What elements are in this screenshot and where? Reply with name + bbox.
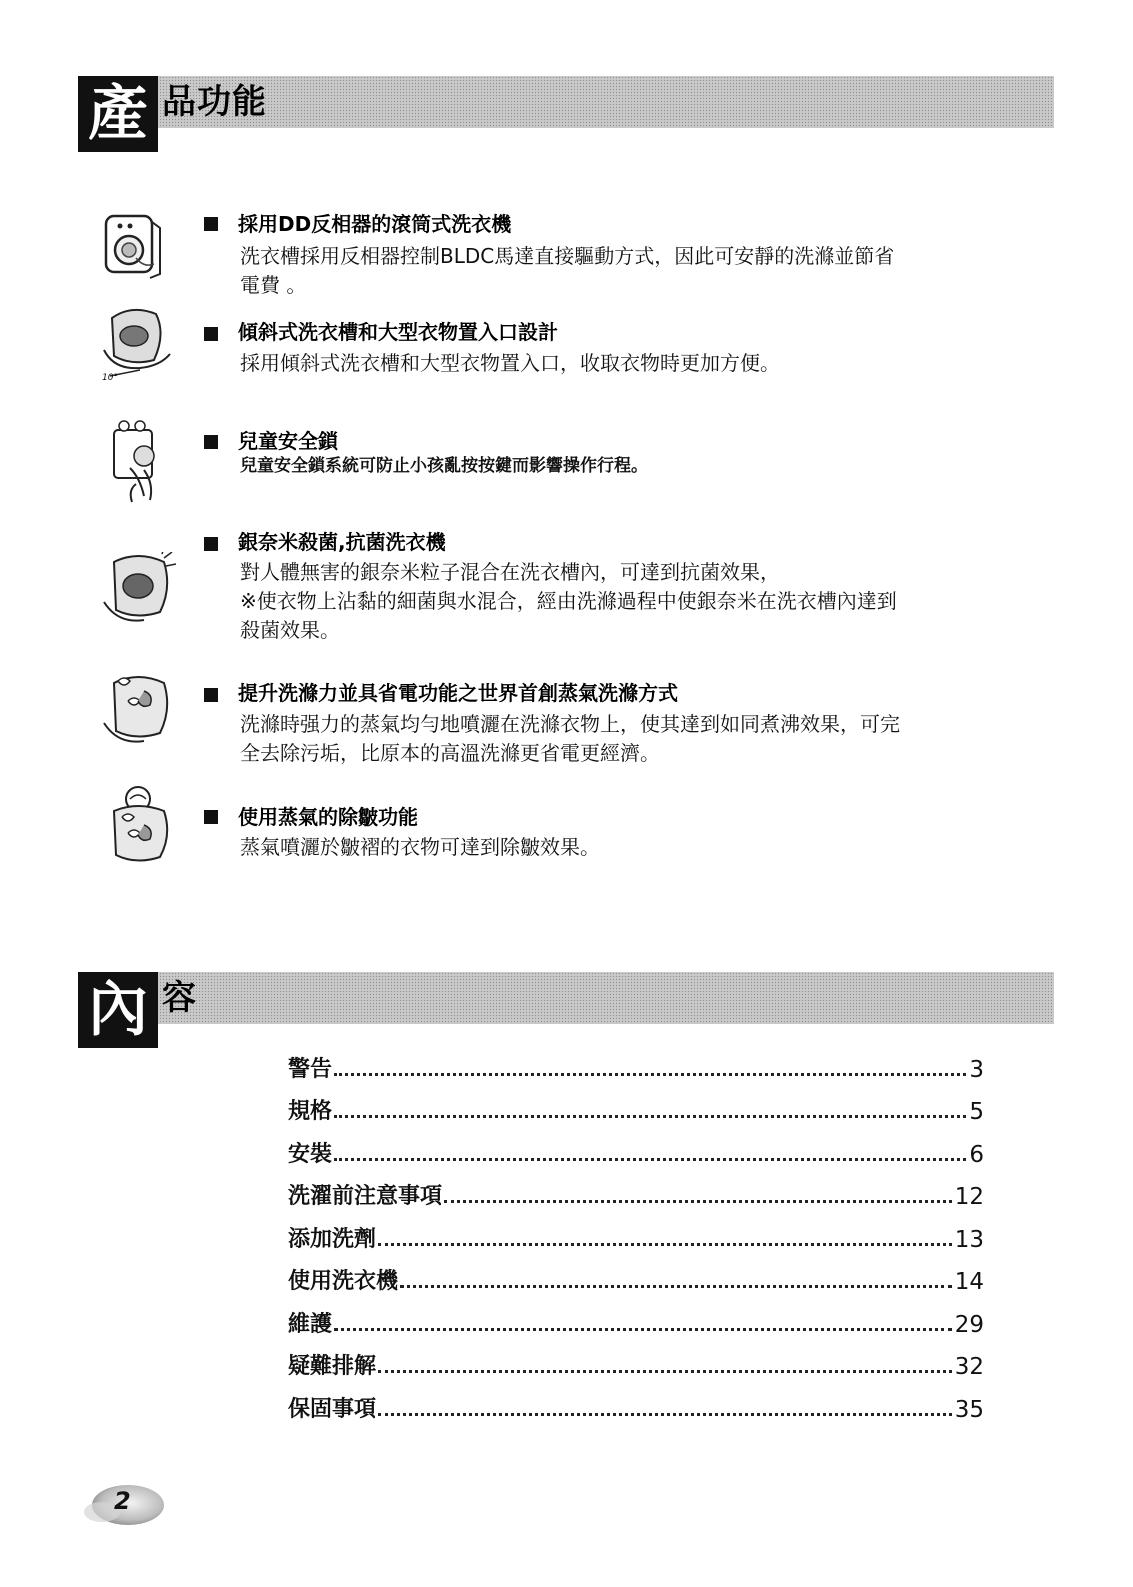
toc-page-number: 12 xyxy=(954,1184,984,1210)
toc-page-number: 32 xyxy=(954,1354,984,1380)
feature-title: 採用DD反相器的滾筒式洗衣機 xyxy=(238,212,512,236)
toc-leader xyxy=(378,1413,952,1416)
bullet-square xyxy=(204,435,218,449)
toc-leader xyxy=(334,1115,966,1118)
contents-section-header xyxy=(78,972,1054,1048)
toc-page-number: 35 xyxy=(954,1396,984,1423)
bullet-square xyxy=(204,537,218,551)
toc-entry-maintenance[interactable] xyxy=(288,1295,984,1338)
desc-line: 殺菌效果。 xyxy=(240,618,340,642)
feature-title: 銀奈米殺菌,抗菌洗衣機 xyxy=(238,530,446,554)
page-number: 2 xyxy=(114,1487,131,1515)
feature-description xyxy=(240,349,1040,378)
feature-title: 提升洗滌力並具省電功能之世界首創蒸氣洗滌方式 xyxy=(238,681,678,705)
toc-page-number: 6 xyxy=(969,1141,984,1168)
toc-entry-installation[interactable] xyxy=(288,1125,984,1168)
tilted-drum-icon xyxy=(100,298,180,384)
desc-line: 洗衣槽採用反相器控制BLDC馬達直接驅動方式，因此可安靜的洗滌並節省 xyxy=(240,244,895,268)
toc-leader xyxy=(378,1370,952,1373)
desc-line: 蒸氣噴灑於皺褶的衣物可達到除皺效果。 xyxy=(240,835,600,859)
toc-label: 警告 xyxy=(288,1056,333,1082)
table-of-contents xyxy=(288,1040,984,1423)
toc-label: 安裝 xyxy=(288,1141,333,1167)
toc-page-number: 14 xyxy=(954,1269,984,1295)
feature-description xyxy=(240,242,1040,300)
toc-leader xyxy=(334,1073,966,1076)
feature-title: 兒童安全鎖 xyxy=(238,429,338,453)
toc-label: 洗濯前注意事項 xyxy=(288,1184,443,1209)
desc-line: 兒童安全鎖系統可防止小孩亂按按鍵而影響操作行程。 xyxy=(240,456,648,476)
toc-label: 維護 xyxy=(288,1311,333,1337)
bullet-square xyxy=(204,327,218,341)
tilt-angle-label: 10° xyxy=(102,373,118,383)
feature-description xyxy=(240,454,1040,478)
feature-title: 傾斜式洗衣槽和大型衣物置入口設計 xyxy=(238,320,558,344)
toc-leader xyxy=(378,1243,952,1246)
feature-description xyxy=(240,558,1040,645)
toc-leader xyxy=(400,1285,952,1288)
silver-nano-icon xyxy=(100,552,180,632)
toc-entry-detergent[interactable] xyxy=(288,1210,984,1253)
toc-entry-warning[interactable] xyxy=(288,1040,984,1083)
bullet-square xyxy=(204,688,218,702)
header-bar xyxy=(78,972,1054,1024)
toc-page-number: 29 xyxy=(954,1311,984,1338)
desc-line: ※使衣物上沾黏的細菌與水混合，經由洗滌過程中使銀奈米在洗衣槽內達到 xyxy=(240,589,897,613)
child-lock-icon xyxy=(100,420,180,510)
toc-page-number: 3 xyxy=(969,1056,984,1083)
feature-description xyxy=(240,833,1040,862)
toc-page-number: 5 xyxy=(969,1099,984,1125)
desc-line: 洗滌時强力的蒸氣均勻地噴灑在洗滌衣物上，使其達到如同煮沸效果，可完 xyxy=(240,712,900,736)
bullet-square xyxy=(204,217,218,231)
washer-drum-icon xyxy=(100,212,180,292)
steam-wash-icon xyxy=(100,671,180,751)
toc-entry-specs[interactable] xyxy=(288,1083,984,1126)
feature-description xyxy=(240,710,1040,768)
toc-label: 添加洗劑 xyxy=(288,1226,377,1252)
toc-label: 規格 xyxy=(288,1099,333,1124)
toc-label: 使用洗衣機 xyxy=(288,1269,399,1294)
toc-leader xyxy=(334,1328,952,1331)
desc-line: 對人體無害的銀奈米粒子混合在洗衣槽內，可達到抗菌效果， xyxy=(240,560,780,584)
header-big-char: 內 xyxy=(78,972,158,1048)
steam-wrinkle-icon xyxy=(100,785,180,865)
toc-label: 保固事項 xyxy=(288,1396,377,1422)
section-title: 容 xyxy=(162,978,197,1018)
toc-entry-warranty[interactable] xyxy=(288,1380,984,1423)
toc-leader xyxy=(334,1158,966,1161)
toc-label: 疑難排解 xyxy=(288,1354,377,1379)
header-big-char: 產 xyxy=(78,76,158,152)
toc-leader xyxy=(444,1200,952,1203)
bullet-square xyxy=(204,810,218,824)
desc-line: 全去除污垢，比原本的高溫洗滌更省電更經濟。 xyxy=(240,741,660,765)
toc-page-number: 13 xyxy=(954,1226,984,1253)
features-section-header xyxy=(78,76,1054,152)
toc-entry-precautions[interactable] xyxy=(288,1168,984,1211)
desc-line: 採用傾斜式洗衣槽和大型衣物置入口，收取衣物時更加方便。 xyxy=(240,351,780,375)
section-title: 品功能 xyxy=(162,82,267,122)
toc-entry-usage[interactable] xyxy=(288,1253,984,1296)
feature-title: 使用蒸氣的除皺功能 xyxy=(238,805,418,829)
desc-line: 電費 。 xyxy=(240,273,307,297)
toc-entry-troubleshooting[interactable] xyxy=(288,1338,984,1381)
